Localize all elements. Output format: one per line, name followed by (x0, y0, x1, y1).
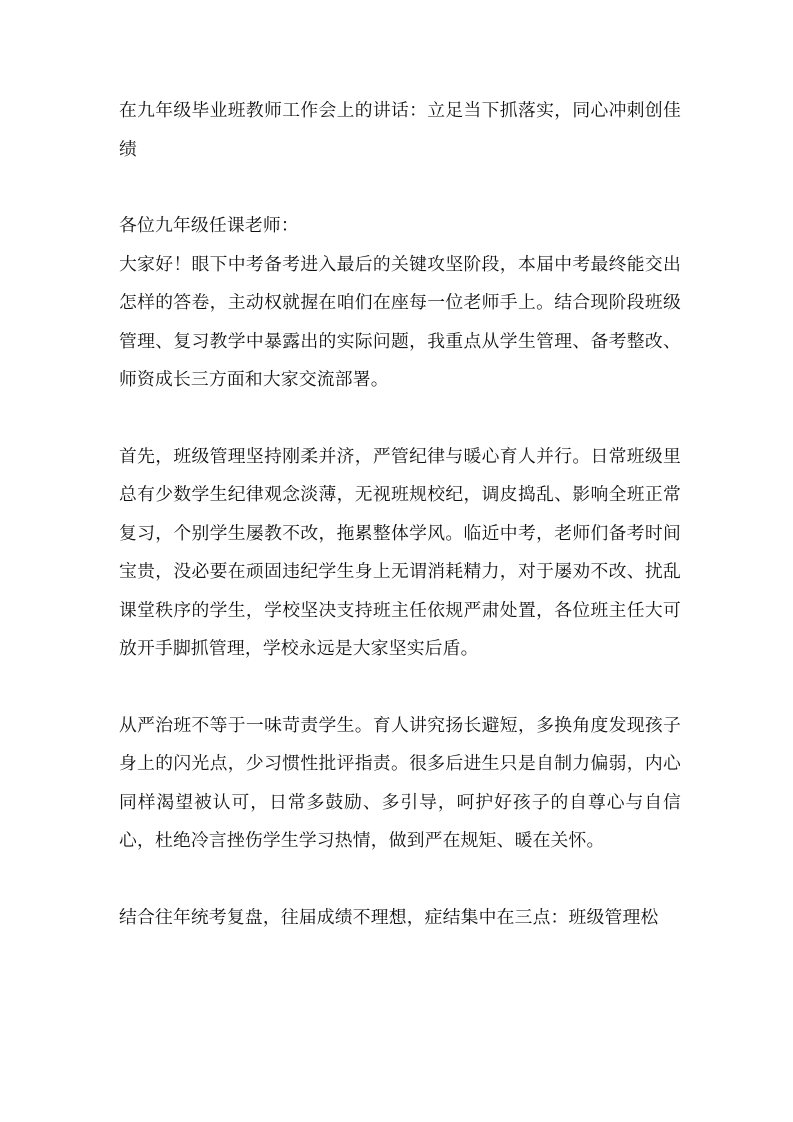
greeting-line: 各位九年级任课老师： (119, 215, 299, 236)
document-title: 在九年级毕业班教师工作会上的讲话：立足当下抓落实，同心冲刺创佳绩 (119, 100, 681, 160)
document-body (119, 92, 681, 937)
paragraph-student-care: 从严治班不等于一味苛责学生。育人讲究扬长避短，多换角度发现孩子身上的闪光点，少习惯性批评指责。很多后进生只是自制力偏弱，内心同样渴望被认可，日常多鼓励、多引导，呵护好孩子的自尊心与自信心，杜绝冷言挫伤学生学习热情，做到严在规矩、暖在关怀。 (119, 714, 681, 851)
paragraph-review-summary: 结合往年统考复盘，往届成绩不理想，症结集中在三点：班级管理松 (119, 906, 659, 928)
paragraph-class-management: 首先，班级管理坚持刚柔并济，严管纪律与暖心育人并行。日常班级里总有少数学生纪律观念淡薄，无视班规校纪，调皮捣乱、影响全班正常复习，个别学生屡教不改，拖累整体学风。临近中考，老师们备考时间宝贵，没必要在顽固违纪学生身上无谓消耗精力，对于屡劝不改、扰乱课堂秩序的学生，学校坚决支持班主任依规严肃处置，各位班主任大可放开手脚抓管理，学校永远是大家坚实后盾。 (119, 445, 681, 659)
paragraph-opening: 大家好！眼下中考备考进入最后的关键攻坚阶段，本届中考最终能交出怎样的答卷，主动权就握在咱们在座每一位老师手上。结合现阶段班级管理、复习教学中暴露出的实际问题，我重点从学生管理、备考整改、师资成长三方面和大家交流部署。 (119, 253, 681, 390)
